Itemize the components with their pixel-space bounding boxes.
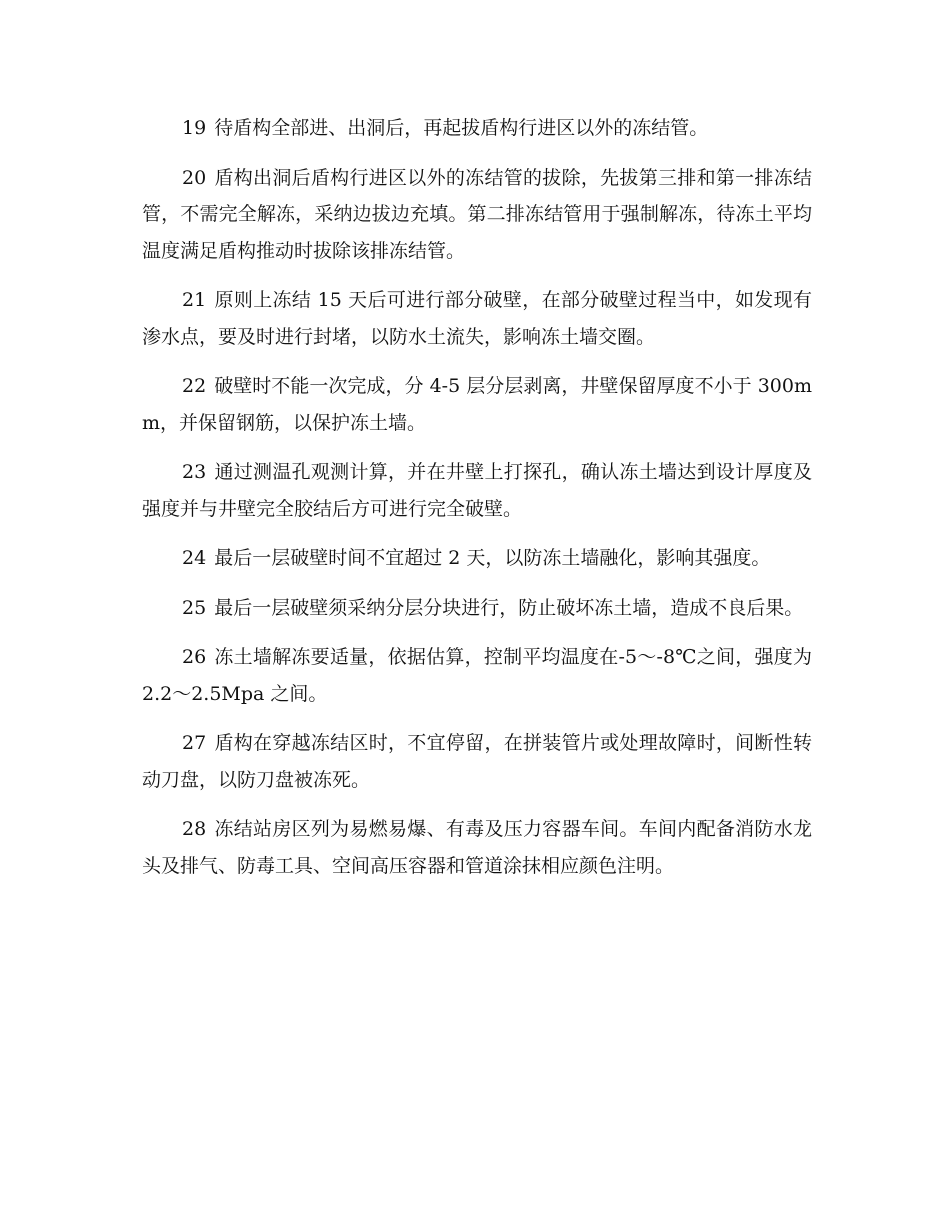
paragraph-28 [142, 811, 812, 884]
paragraph-number: 27 [182, 732, 207, 754]
paragraph-number: 22 [182, 375, 207, 397]
paragraph-text: 待盾构全部进、出洞后，再起拔盾构行进区以外的冻结管。 [214, 117, 709, 139]
paragraph-text: 最后一层破壁时间不宜超过 2 天，以防冻土墙融化，影响其强度。 [214, 547, 771, 569]
paragraph-number: 21 [182, 289, 207, 311]
paragraph-number: 19 [182, 117, 207, 139]
paragraph-21 [142, 282, 812, 355]
paragraph-20 [142, 160, 812, 270]
paragraph-number: 28 [182, 818, 207, 840]
paragraph-number: 20 [182, 166, 207, 189]
paragraph-text: 冻土墙解冻要适量，依据估算，控制平均温度在-5～-8℃之间，强度为 2.2～2.5Mpa 之间。 [142, 646, 812, 705]
paragraph-number: 23 [182, 461, 207, 483]
paragraph-text: 原则上冻结 15 天后可进行部分破壁，在部分破壁过程当中，如发现有渗水点，要及时进行封堵，以防水土流失，影响冻土墙交圈。 [142, 289, 812, 348]
paragraph-text: 破壁时不能一次完成，分 4-5 层分层剥离，井壁保留厚度不小于 300mm，并保留钢筋，以保护冻土墙。 [142, 375, 812, 434]
paragraph-text: 最后一层破壁须采纳分层分块进行，防止破坏冻土墙，造成不良后果。 [214, 596, 804, 619]
paragraph-19 [142, 110, 812, 147]
paragraph-text: 通过测温孔观测计算，并在井壁上打探孔，确认冻土墙达到设计厚度及强度并与井壁完全胶结后方可进行完全破壁。 [142, 461, 812, 520]
paragraph-text: 盾构在穿越冻结区时，不宜停留，在拼装管片或处理故障时，间断性转动刀盘，以防刀盘被冻死。 [142, 732, 812, 791]
paragraph-22 [142, 368, 812, 441]
paragraph-25 [142, 590, 812, 627]
paragraph-text: 盾构出洞后盾构行进区以外的冻结管的拔除，先拔第三排和第一排冻结管，不需完全解冻，采纳边拔边充填。第二排冻结管用于强制解冻，待冻土平均温度满足盾构推动时拔除该排冻结管。 [142, 166, 812, 262]
document-body [142, 110, 812, 897]
paragraph-number: 26 [182, 646, 207, 668]
paragraph-number: 24 [182, 547, 207, 569]
paragraph-number: 25 [182, 596, 207, 619]
paragraph-text: 冻结站房区列为易燃易爆、有毒及压力容器车间。车间内配备消防水龙头及排气、防毒工具、空间高压容器和管道涂抹相应颜色注明。 [142, 818, 812, 877]
paragraph-26 [142, 639, 812, 712]
paragraph-27 [142, 725, 812, 798]
paragraph-23 [142, 454, 812, 527]
paragraph-24 [142, 540, 812, 577]
